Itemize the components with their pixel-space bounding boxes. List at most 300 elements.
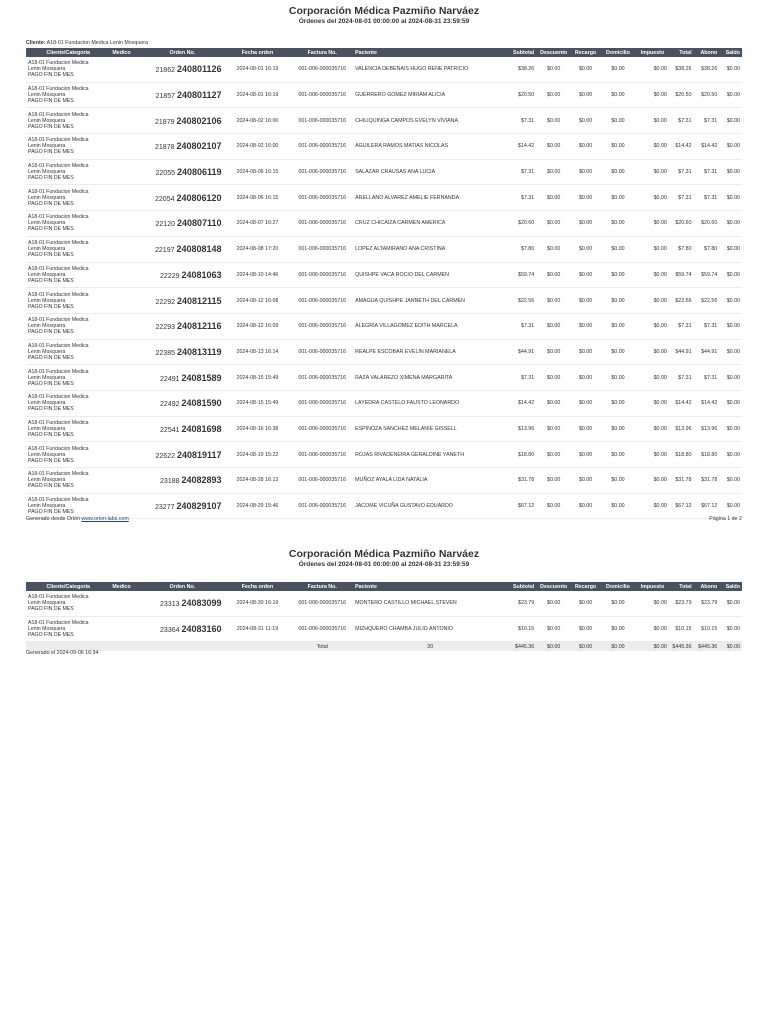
generated-footer	[26, 516, 129, 522]
delivery-cell: $0.00	[600, 339, 636, 365]
client-category-cell	[26, 82, 110, 108]
balance-cell: $0.00	[719, 365, 742, 391]
balance-cell: $0.00	[719, 108, 742, 134]
client-category-cell	[26, 365, 110, 391]
delivery-cell: $0.00	[600, 442, 636, 468]
tax-cell: $0.00	[636, 57, 669, 82]
invoice-number-cell: 001-006-000035716	[291, 82, 353, 108]
order-internal-id: 22385	[155, 349, 175, 357]
total-cell: $23.79	[669, 591, 694, 616]
patient-name-cell: REALPE ESCOBAR EVELIN MARIANELA	[353, 339, 507, 365]
order-date-cell: 2024-08-02 16:00	[224, 108, 292, 134]
orders-table	[26, 48, 742, 519]
surcharge-cell: $0.00	[571, 134, 600, 160]
patient-name-cell: MONTERO CASTILLO MICHAEL STEVEN	[353, 591, 507, 616]
client-category-label: PAGO FIN DE MES	[28, 252, 74, 259]
client-line	[26, 40, 148, 46]
table-row	[26, 211, 742, 237]
client-category-label: PAGO FIN DE MES	[28, 354, 74, 361]
discount-cell: $0.00	[536, 262, 571, 288]
payment-cell: $23.79	[694, 591, 720, 616]
order-date-cell: 2024-08-06 16:15	[224, 185, 292, 211]
order-number-cell	[141, 211, 223, 237]
total-cell: $67.12	[669, 493, 694, 519]
order-number: 24083099	[181, 598, 222, 609]
tax-cell: $0.00	[636, 313, 669, 339]
client-category-label: PAGO FIN DE MES	[28, 431, 74, 438]
subtotal-cell: $13.96	[507, 416, 536, 442]
payment-cell: $7.31	[694, 185, 720, 211]
medico-cell	[110, 236, 141, 262]
client-name-line: Lenin Mosquera	[28, 626, 66, 633]
tax-cell: $0.00	[636, 339, 669, 365]
col-saldo: Saldo	[719, 582, 742, 591]
order-internal-id: 22120	[155, 221, 175, 229]
order-date-cell: 2024-08-28 16:13	[224, 468, 292, 494]
medico-cell	[110, 108, 141, 134]
totals-count: 20	[353, 642, 507, 652]
order-number: 240802106	[176, 115, 222, 126]
col-subtotal: Subtotal	[507, 48, 536, 57]
client-category-label: PAGO FIN DE MES	[28, 380, 74, 387]
client-category-label: PAGO FIN DE MES	[28, 123, 74, 130]
discount-cell: $0.00	[536, 134, 571, 160]
order-date-cell: 2024-08-13 16:14	[224, 339, 292, 365]
invoice-number-cell: 001-006-000035716	[291, 365, 353, 391]
client-name-line: Lenin Mosquera	[28, 348, 66, 355]
balance-cell: $0.00	[719, 416, 742, 442]
medico-cell	[110, 339, 141, 365]
subtotal-cell: $14.42	[507, 134, 536, 160]
discount-cell: $0.00	[536, 185, 571, 211]
patient-name-cell: RAZA VALAREZO XIMENA MARGARITA	[353, 365, 507, 391]
subtotal-cell: $7.31	[507, 365, 536, 391]
totals-saldo: $0.00	[719, 642, 742, 652]
order-number-cell	[141, 313, 223, 339]
subtotal-cell: $7.31	[507, 159, 536, 185]
medico-cell	[110, 82, 141, 108]
client-name-line: A18-01 Fundacion Medica	[28, 86, 89, 93]
tax-cell: $0.00	[636, 211, 669, 237]
payment-cell: $7.31	[694, 108, 720, 134]
delivery-cell: $0.00	[600, 185, 636, 211]
medico-cell	[110, 313, 141, 339]
order-number-cell	[141, 616, 223, 642]
table-header-row	[26, 582, 742, 591]
patient-name-cell: MUÑOZ AYALA LIDA NATALIA	[353, 468, 507, 494]
surcharge-cell: $0.00	[571, 313, 600, 339]
subtotal-cell: $31.78	[507, 468, 536, 494]
total-cell: $14.42	[669, 134, 694, 160]
order-internal-id: 23313	[160, 601, 180, 609]
subtotal-cell: $10.15	[507, 616, 536, 642]
order-date-cell: 2024-08-02 16:00	[224, 134, 292, 160]
invoice-number-cell: 001-006-000035716	[291, 185, 353, 211]
medico-cell	[110, 288, 141, 314]
invoice-number-cell: 001-006-000035716	[291, 416, 353, 442]
client-name-line: Lenin Mosquera	[28, 271, 66, 278]
table-row	[26, 82, 742, 108]
client-name-line: Lenin Mosquera	[28, 600, 66, 607]
client-name-line: A18-01 Fundacion Medica	[28, 137, 89, 144]
report-page-2	[0, 540, 768, 656]
surcharge-cell: $0.00	[571, 82, 600, 108]
totals-blank	[110, 642, 141, 652]
client-name-line: Lenin Mosquera	[28, 374, 66, 381]
delivery-cell: $0.00	[600, 108, 636, 134]
col-cliente: Cliente/Categoría	[26, 582, 110, 591]
total-cell: $59.74	[669, 262, 694, 288]
table-row	[26, 313, 742, 339]
totals-label: Total	[291, 642, 353, 652]
order-number-cell	[141, 57, 223, 82]
col-saldo: Saldo	[719, 48, 742, 57]
order-date-cell: 2024-08-29 15:46	[224, 493, 292, 519]
order-internal-id: 22229	[160, 272, 180, 280]
subtotal-cell: $20.50	[507, 82, 536, 108]
balance-cell: $0.00	[719, 57, 742, 82]
order-number-cell	[141, 591, 223, 616]
surcharge-cell: $0.00	[571, 365, 600, 391]
tax-cell: $0.00	[636, 468, 669, 494]
client-name-line: Lenin Mosquera	[28, 194, 66, 201]
client-name-line: A18-01 Fundacion Medica	[28, 497, 89, 504]
order-internal-id: 22492	[160, 401, 180, 409]
client-category-label: PAGO FIN DE MES	[28, 509, 74, 516]
col-total: Total	[669, 582, 694, 591]
table-row	[26, 616, 742, 642]
col-orden: Orden No.	[141, 582, 223, 591]
col-subtotal: Subtotal	[507, 582, 536, 591]
discount-cell: $0.00	[536, 57, 571, 82]
total-cell: $14.42	[669, 390, 694, 416]
client-name-line: Lenin Mosquera	[28, 169, 66, 176]
client-name-line: A18-01 Fundacion Medica	[28, 594, 89, 601]
delivery-cell: $0.00	[600, 288, 636, 314]
surcharge-cell: $0.00	[571, 616, 600, 642]
total-cell: $31.78	[669, 468, 694, 494]
client-name-line: Lenin Mosquera	[28, 117, 66, 124]
client-category-cell	[26, 159, 110, 185]
tax-cell: $0.00	[636, 493, 669, 519]
order-number-cell	[141, 390, 223, 416]
order-internal-id: 22541	[160, 426, 180, 434]
patient-name-cell: ROJAS RIVADENEIRA GERALDINE YANETH	[353, 442, 507, 468]
client-category-cell	[26, 211, 110, 237]
tax-cell: $0.00	[636, 159, 669, 185]
client-name-line: A18-01 Fundacion Medica	[28, 265, 89, 272]
order-number-cell	[141, 108, 223, 134]
subtotal-cell: $22.56	[507, 288, 536, 314]
orion-link[interactable]: www.orion-labs.com	[81, 516, 129, 522]
tax-cell: $0.00	[636, 390, 669, 416]
order-number-cell	[141, 365, 223, 391]
tax-cell: $0.00	[636, 591, 669, 616]
invoice-number-cell: 001-006-000035716	[291, 591, 353, 616]
discount-cell: $0.00	[536, 365, 571, 391]
surcharge-cell: $0.00	[571, 288, 600, 314]
discount-cell: $0.00	[536, 313, 571, 339]
delivery-cell: $0.00	[600, 365, 636, 391]
total-cell: $20.50	[669, 82, 694, 108]
medico-cell	[110, 591, 141, 616]
medico-cell	[110, 159, 141, 185]
client-category-cell	[26, 339, 110, 365]
client-category-cell	[26, 390, 110, 416]
invoice-number-cell: 001-006-000035716	[291, 339, 353, 365]
delivery-cell: $0.00	[600, 57, 636, 82]
delivery-cell: $0.00	[600, 493, 636, 519]
order-number: 240813119	[176, 346, 222, 357]
client-name-line: Lenin Mosquera	[28, 323, 66, 330]
order-number-cell	[141, 493, 223, 519]
client-name-line: Lenin Mosquera	[28, 400, 66, 407]
client-name-line: A18-01 Fundacion Medica	[28, 188, 89, 195]
delivery-cell: $0.00	[600, 591, 636, 616]
client-name-line: A18-01 Fundacion Medica	[28, 214, 89, 221]
order-date-cell: 2024-08-19 15:22	[224, 442, 292, 468]
patient-name-cell: MIZHQUERO CHAMBA JULIO ANTONIO	[353, 616, 507, 642]
client-category-cell	[26, 313, 110, 339]
balance-cell: $0.00	[719, 262, 742, 288]
medico-cell	[110, 416, 141, 442]
order-date-cell: 2024-08-30 16:19	[224, 591, 292, 616]
patient-name-cell: ESPINOZA SANCHEZ MELANIE GISSELL	[353, 416, 507, 442]
payment-cell: $7.31	[694, 159, 720, 185]
order-internal-id: 22292	[155, 298, 175, 306]
medico-cell	[110, 134, 141, 160]
surcharge-cell: $0.00	[571, 185, 600, 211]
client-name-line: A18-01 Fundacion Medica	[28, 368, 89, 375]
client-name-line: A18-01 Fundacion Medica	[28, 620, 89, 627]
balance-cell: $0.00	[719, 591, 742, 616]
client-name-line: Lenin Mosquera	[28, 297, 66, 304]
client-name-line: A18-01 Fundacion Medica	[28, 342, 89, 349]
delivery-cell: $0.00	[600, 416, 636, 442]
order-internal-id: 22055	[155, 170, 175, 178]
surcharge-cell: $0.00	[571, 108, 600, 134]
col-medico: Medico	[110, 48, 141, 57]
order-number: 24081590	[181, 398, 222, 409]
patient-name-cell: VALENCIA DEBENAIS HUGO RENE PATRICIO	[353, 57, 507, 82]
balance-cell: $0.00	[719, 82, 742, 108]
tax-cell: $0.00	[636, 616, 669, 642]
tax-cell: $0.00	[636, 108, 669, 134]
client-category-cell	[26, 442, 110, 468]
order-number: 240801126	[176, 64, 222, 75]
order-date-cell: 2024-08-15 15:49	[224, 365, 292, 391]
total-cell: $10.15	[669, 616, 694, 642]
order-date-cell: 2024-08-12 16:08	[224, 288, 292, 314]
orders-table-body	[26, 57, 742, 519]
balance-cell: $0.00	[719, 339, 742, 365]
col-fecha: Fecha orden	[224, 48, 292, 57]
medico-cell	[110, 468, 141, 494]
payment-cell: $7.80	[694, 236, 720, 262]
patient-name-cell: CRUZ CHICAIZA CARMEN AMERICA	[353, 211, 507, 237]
medico-cell	[110, 211, 141, 237]
table-row	[26, 288, 742, 314]
col-domicilio: Domicilio	[600, 582, 636, 591]
order-internal-id: 22054	[155, 195, 175, 203]
order-date-cell: 2024-08-15 15:49	[224, 390, 292, 416]
subtotal-cell: $7.31	[507, 108, 536, 134]
medico-cell	[110, 442, 141, 468]
client-name-line: Lenin Mosquera	[28, 451, 66, 458]
client-name-line: A18-01 Fundacion Medica	[28, 471, 89, 478]
surcharge-cell: $0.00	[571, 493, 600, 519]
client-category-cell	[26, 416, 110, 442]
order-number-cell	[141, 134, 223, 160]
delivery-cell: $0.00	[600, 134, 636, 160]
report-title: Corporación Médica Pazmiño Narváez	[288, 548, 480, 560]
col-cliente: Cliente/Categoría	[26, 48, 110, 57]
order-internal-id: 21862	[155, 67, 175, 75]
payment-cell: $44.91	[694, 339, 720, 365]
balance-cell: $0.00	[719, 159, 742, 185]
col-fecha: Fecha orden	[224, 582, 292, 591]
client-name-line: A18-01 Fundacion Medica	[28, 419, 89, 426]
discount-cell: $0.00	[536, 288, 571, 314]
surcharge-cell: $0.00	[571, 591, 600, 616]
col-factura: Factura No.	[291, 48, 353, 57]
payment-cell: $13.96	[694, 416, 720, 442]
order-date-cell: 2024-08-01 16:19	[224, 82, 292, 108]
discount-cell: $0.00	[536, 108, 571, 134]
order-date-cell: 2024-08-07 16:27	[224, 211, 292, 237]
table-row	[26, 159, 742, 185]
client-name-line: Lenin Mosquera	[28, 503, 66, 510]
discount-cell: $0.00	[536, 211, 571, 237]
total-cell: $7.31	[669, 185, 694, 211]
order-number: 24082893	[181, 475, 222, 486]
discount-cell: $0.00	[536, 591, 571, 616]
invoice-number-cell: 001-006-000035716	[291, 288, 353, 314]
invoice-number-cell: 001-006-000035716	[291, 493, 353, 519]
payment-cell: $31.78	[694, 468, 720, 494]
tax-cell: $0.00	[636, 82, 669, 108]
client-category-label: PAGO FIN DE MES	[28, 406, 74, 413]
subtotal-cell: $7.80	[507, 236, 536, 262]
order-date-cell: 2024-08-10 14:46	[224, 262, 292, 288]
client-category-cell	[26, 236, 110, 262]
balance-cell: $0.00	[719, 288, 742, 314]
order-number: 240802107	[176, 141, 222, 152]
patient-name-cell: AMAGUA QUISHPE JANNETH DEL CARMEN	[353, 288, 507, 314]
delivery-cell: $0.00	[600, 313, 636, 339]
tax-cell: $0.00	[636, 185, 669, 211]
table-row	[26, 339, 742, 365]
table-row	[26, 468, 742, 494]
report-title: Corporación Médica Pazmiño Narváez	[288, 5, 480, 17]
client-name-line: Lenin Mosquera	[28, 477, 66, 484]
col-total: Total	[669, 48, 694, 57]
col-descuento: Descuento	[536, 582, 571, 591]
balance-cell: $0.00	[719, 442, 742, 468]
generated-prefix: Generado desde Orión	[26, 516, 80, 522]
invoice-number-cell: 001-006-000035716	[291, 313, 353, 339]
order-number: 240829107	[176, 501, 222, 512]
client-name-line: Lenin Mosquera	[28, 66, 66, 73]
client-category-label: PAGO FIN DE MES	[28, 98, 74, 105]
medico-cell	[110, 262, 141, 288]
tax-cell: $0.00	[636, 365, 669, 391]
total-cell: $38.26	[669, 57, 694, 82]
balance-cell: $0.00	[719, 390, 742, 416]
order-date-cell: 2024-08-06 16:15	[224, 159, 292, 185]
order-date-cell: 2024-08-08 17:20	[224, 236, 292, 262]
client-category-label: PAGO FIN DE MES	[28, 149, 74, 156]
client-name-line: A18-01 Fundacion Medica	[28, 317, 89, 324]
balance-cell: $0.00	[719, 493, 742, 519]
client-category-cell	[26, 288, 110, 314]
total-cell: $7.31	[669, 159, 694, 185]
medico-cell	[110, 365, 141, 391]
col-paciente: Paciente	[353, 48, 507, 57]
client-category-label: PAGO FIN DE MES	[28, 483, 74, 490]
subtotal-cell: $7.31	[507, 313, 536, 339]
balance-cell: $0.00	[719, 211, 742, 237]
col-impuesto: Impuesto	[636, 582, 669, 591]
totals-row	[26, 642, 742, 652]
totals-domicilio: $0.00	[600, 642, 636, 652]
client-category-cell	[26, 468, 110, 494]
table-row	[26, 185, 742, 211]
table-row	[26, 262, 742, 288]
total-cell: $7.31	[669, 365, 694, 391]
payment-cell: $22.56	[694, 288, 720, 314]
subtotal-cell: $38.26	[507, 57, 536, 82]
order-number-cell	[141, 236, 223, 262]
invoice-number-cell: 001-006-000035716	[291, 442, 353, 468]
balance-cell: $0.00	[719, 313, 742, 339]
tax-cell: $0.00	[636, 236, 669, 262]
surcharge-cell: $0.00	[571, 262, 600, 288]
client-category-label: PAGO FIN DE MES	[28, 457, 74, 464]
order-number-cell	[141, 288, 223, 314]
order-number-cell	[141, 468, 223, 494]
total-cell: $7.80	[669, 236, 694, 262]
balance-cell: $0.00	[719, 236, 742, 262]
table-row	[26, 416, 742, 442]
client-category-cell	[26, 262, 110, 288]
table-row	[26, 390, 742, 416]
surcharge-cell: $0.00	[571, 416, 600, 442]
subtotal-cell: $59.74	[507, 262, 536, 288]
order-internal-id: 21857	[155, 93, 175, 101]
patient-name-cell: CHILIQUINGA CAMPOS EVELYN VIVIANA	[353, 108, 507, 134]
table-row	[26, 57, 742, 82]
invoice-number-cell: 001-006-000035716	[291, 236, 353, 262]
client-category-cell	[26, 616, 110, 642]
totals-descuento: $0.00	[536, 642, 571, 652]
invoice-number-cell: 001-006-000035716	[291, 108, 353, 134]
discount-cell: $0.00	[536, 442, 571, 468]
client-name-line: A18-01 Fundacion Medica	[28, 394, 89, 401]
medico-cell	[110, 57, 141, 82]
order-internal-id: 21878	[155, 144, 175, 152]
client-name-line: A18-01 Fundacion Medica	[28, 445, 89, 452]
delivery-cell: $0.00	[600, 82, 636, 108]
col-factura: Factura No.	[291, 582, 353, 591]
subtotal-cell: $67.12	[507, 493, 536, 519]
order-number: 24081589	[181, 372, 222, 383]
order-number: 24081063	[181, 269, 222, 280]
discount-cell: $0.00	[536, 82, 571, 108]
totals-total: $445.36	[669, 642, 694, 652]
patient-name-cell: AGUILERA RAMOS MATIAS NICOLAS	[353, 134, 507, 160]
surcharge-cell: $0.00	[571, 390, 600, 416]
